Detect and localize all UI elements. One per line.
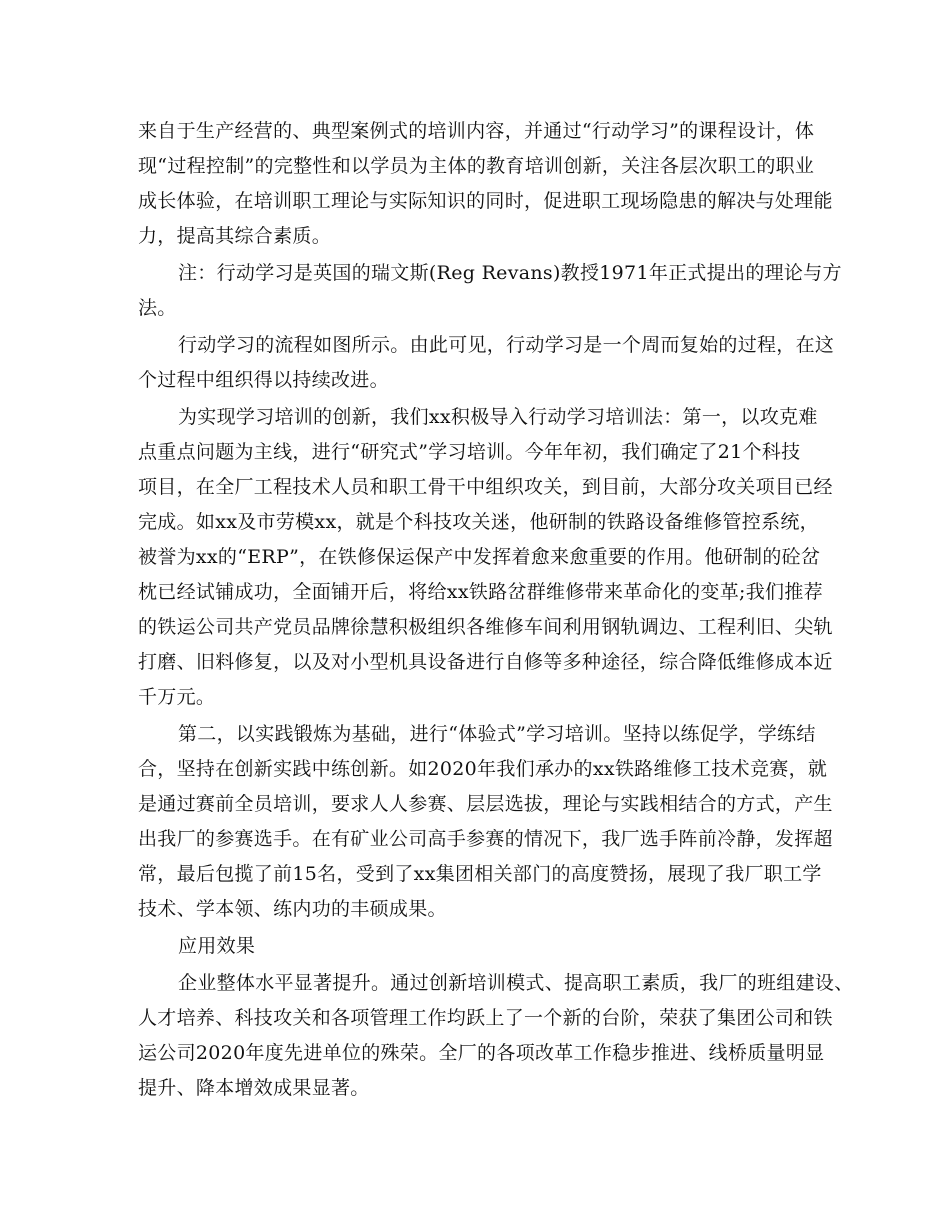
- text-line: 提升、降本增效成果显著。: [138, 1077, 370, 1099]
- text-line: 打磨、旧料修复，以及对小型机具设备进行自修等多种途径，综合降低维修成本近: [138, 651, 833, 673]
- text-line: 枕已经试铺成功，全面铺开后，将给xx铁路岔群维修带来革命化的变革;我们推荐: [138, 581, 823, 603]
- text-line: 企业整体水平显著提升。通过创新培训模式、提高职工素质，我厂的班组建设、: [178, 972, 854, 994]
- text-line: 运公司2020年度先进单位的殊荣。全厂的各项改革工作稳步推进、线桥质量明显: [138, 1042, 825, 1064]
- text-line: 合，坚持在创新实践中练创新。如2020年我们承办的xx铁路维修工技术竞赛，就: [138, 758, 828, 780]
- text-line: 常，最后包揽了前15名，受到了xx集团相关部门的高度赞扬，展现了我厂职工学: [138, 863, 822, 885]
- text-line: 注：行动学习是英国的瑞文斯(Reg Revans)教授1971年正式提出的理论与方: [178, 262, 842, 284]
- section-heading: 应用效果: [178, 935, 256, 957]
- text-line: 项目，在全厂工程技术人员和职工骨干中组织攻关，到目前，大部分攻关项目已经: [138, 476, 833, 498]
- text-line: 行动学习的流程如图所示。由此可见，行动学习是一个周而复始的过程，在这: [178, 334, 835, 356]
- text-line: 为实现学习培训的创新，我们xx积极导入行动学习培训法：第一，以攻克难: [178, 406, 818, 428]
- text-line: 千万元。: [138, 686, 216, 708]
- text-line: 完成。如xx及市劳模xx，就是个科技攻关迷，他研制的铁路设备维修管控系统，: [138, 511, 819, 533]
- text-line: 被誉为xx的“ERP”，在铁修保运保产中发挥着愈来愈重要的作用。他研制的砼岔: [138, 546, 821, 568]
- text-line: 出我厂的参赛选手。在有矿业公司高手参赛的情况下，我厂选手阵前冷静，发挥超: [138, 828, 833, 850]
- text-line: 现“过程控制”的完整性和以学员为主体的教育培训创新，关注各层次职工的职业: [138, 155, 815, 177]
- text-line: 是通过赛前全员培训，要求人人参赛、层层选拔，理论与实践相结合的方式，产生: [138, 793, 833, 815]
- text-line: 人才培养、科技攻关和各项管理工作均跃上了一个新的台阶，荣获了集团公司和铁: [138, 1007, 833, 1029]
- text-line: 点重点问题为主线，进行“研究式”学习培训。今年年初，我们确定了21个科技: [138, 441, 801, 463]
- text-line: 法。: [138, 297, 177, 319]
- text-line: 个过程中组织得以持续改进。: [138, 369, 389, 391]
- text-line: 来自于生产经营的、典型案例式的培训内容，并通过“行动学习”的课程设计，体: [138, 120, 815, 142]
- text-line: 第二，以实践锻炼为基础，进行“体验式”学习培训。坚持以练促学，学练结: [178, 723, 816, 745]
- text-line: 力，提高其综合素质。: [138, 225, 332, 247]
- text-line: 技术、学本领、练内功的丰硕成果。: [138, 898, 447, 920]
- text-line: 成长体验，在培训职工理论与实际知识的同时，促进职工现场隐患的解决与处理能: [138, 190, 833, 212]
- text-line: 的铁运公司共产党员品牌徐慧积极组织各维修车间利用钢轨调边、工程利旧、尖轨: [138, 616, 833, 638]
